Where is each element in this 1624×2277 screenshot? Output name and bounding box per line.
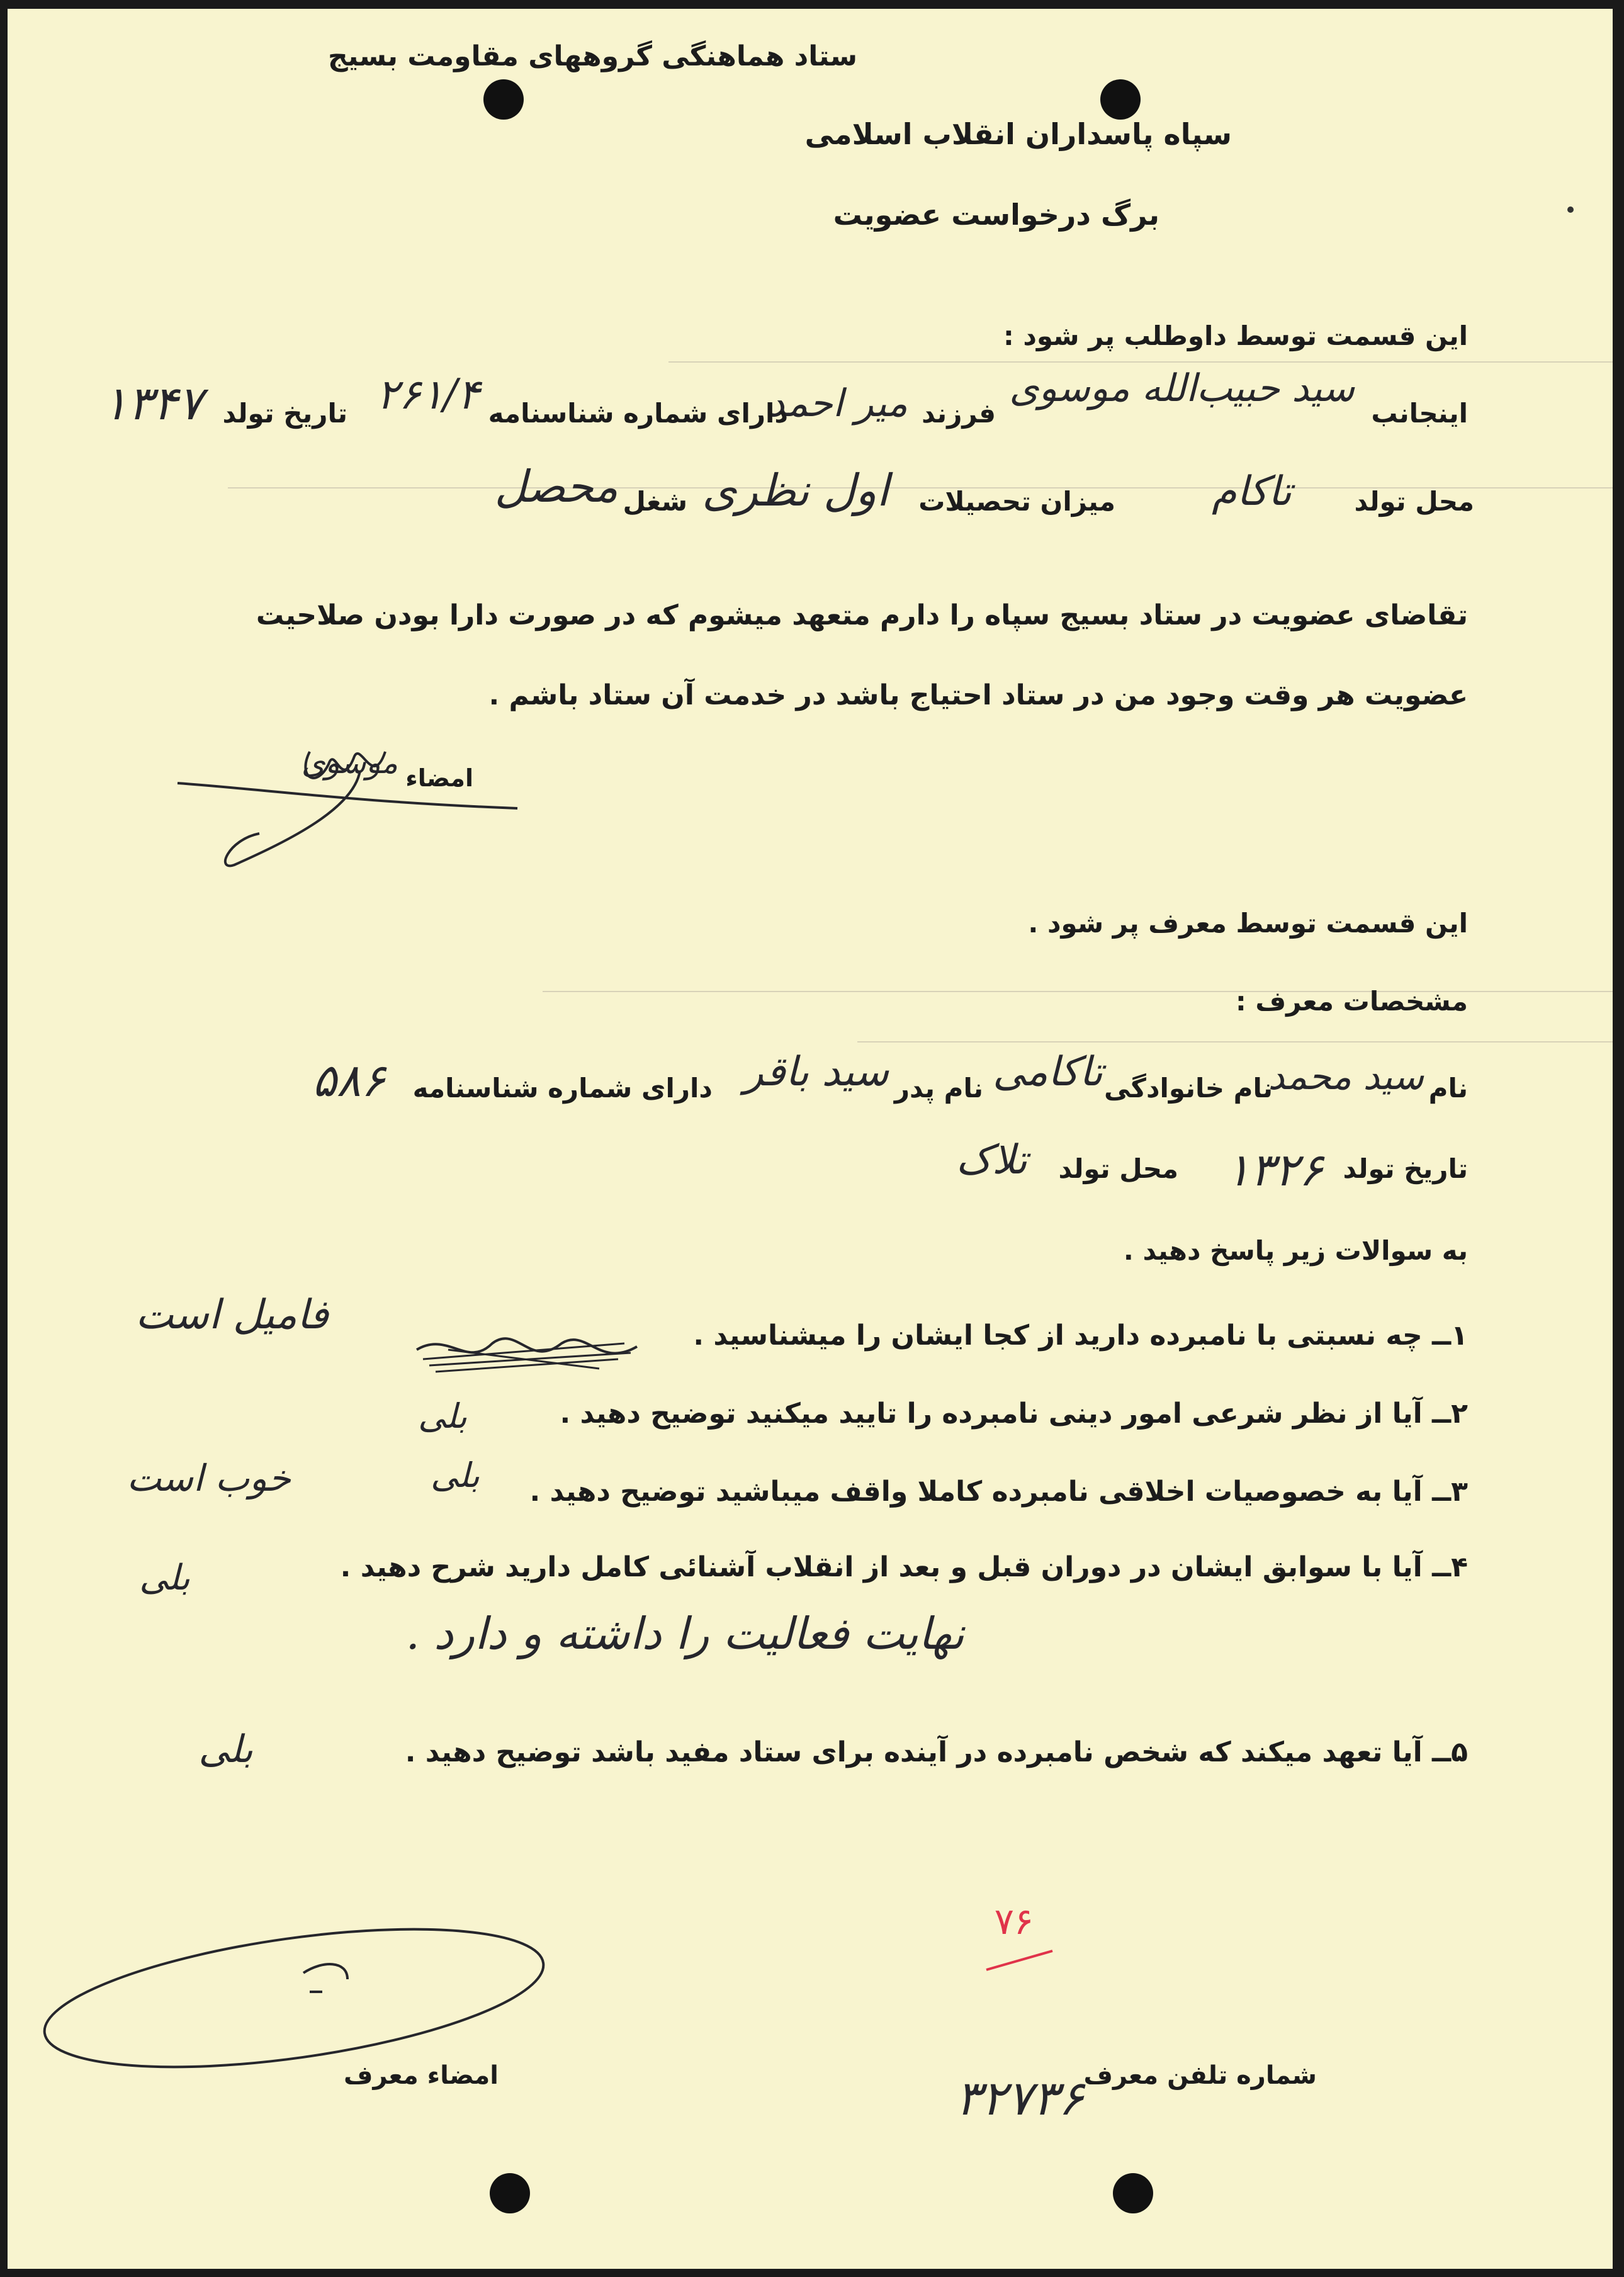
applicant-signature-label: امضاء xyxy=(405,764,473,792)
applicant-job-value: محصل xyxy=(494,461,618,512)
page-mark-underline xyxy=(983,1948,1059,1973)
applicant-signature xyxy=(165,714,555,878)
punch-hole xyxy=(490,2173,530,2213)
referrer-family-value: تاکامی xyxy=(993,1049,1103,1095)
applicant-birth-label: تاریخ تولد xyxy=(222,398,347,429)
applicant-birthplace-value: تاکام xyxy=(1212,468,1292,515)
referrer-name-value: سید محمد xyxy=(1268,1055,1424,1098)
referrer-id-value: ۵۸۶ xyxy=(312,1054,385,1107)
header-org: ستاد هماهنگی گروههای مقاومت بسیج xyxy=(328,40,857,72)
applicant-birth-value: ۱۳۴۷ xyxy=(103,376,203,431)
referrer-id-label: دارای شماره شناسنامه xyxy=(412,1073,713,1104)
answer-3-comment: خوب است xyxy=(127,1457,291,1500)
answer-4: بلی xyxy=(139,1557,190,1598)
question-3: ۳ــ آیا به خصوصیات اخلاقی نامبرده کاملا واقف میباشید توضیح دهید . xyxy=(529,1476,1468,1508)
struck-out-text xyxy=(410,1325,650,1381)
answer-5: بلی xyxy=(198,1727,253,1771)
applicant-section-heading: این قسمت توسط داوطلب پر شود : xyxy=(1003,320,1468,351)
applicant-statement-line-1: تقاضای عضویت در ستاد بسیج سپاه را دارم متعهد میشوم که در صورت دارا بودن صلاحیت xyxy=(256,599,1468,631)
applicant-name-value: سید حبیب‌الله موسوی xyxy=(1009,366,1355,410)
page-mark: ۷۶ xyxy=(994,1900,1034,1943)
question-1: ۱ــ چه نسبتی با نامبرده دارید از کجا ایشان را میشناسید . xyxy=(693,1319,1468,1352)
punch-hole xyxy=(483,79,524,120)
question-5: ۵ــ آیا تعهد میکند که شخص نامبرده در آینده برای ستاد مفید باشد توضیح دهید . xyxy=(405,1736,1468,1768)
referrer-name-label: نام xyxy=(1428,1073,1468,1104)
rule-line xyxy=(857,1041,1613,1042)
applicant-job-label: شغل xyxy=(623,486,687,517)
referrer-signature xyxy=(33,1923,555,2080)
referrer-birth-value: ۱۳۲۶ xyxy=(1226,1143,1323,1196)
applicant-birthplace-label: محل تولد xyxy=(1354,486,1474,517)
referrer-details-heading: مشخصات معرف : xyxy=(1235,986,1468,1017)
answer-4-comment: نهایت فعالیت را داشته و دارد . xyxy=(405,1608,964,1659)
question-2: ۲ــ آیا از نظر شرعی امور دینی نامبرده را تایید میکنید توضیح دهید . xyxy=(560,1398,1468,1430)
applicant-father-value: میر احمد xyxy=(767,381,908,426)
header-sepah: سپاه پاسداران انقلاب اسلامی xyxy=(804,117,1232,151)
question-4: ۴ــ آیا با سوابق ایشان در دوران قبل و بعد از انقلاب آشنائی کامل دارید شرح دهید . xyxy=(340,1551,1468,1583)
questions-intro: به سوالات زیر پاسخ دهید . xyxy=(1123,1235,1468,1266)
answer-1: فامیل است xyxy=(135,1292,329,1338)
applicant-id-value: ۲۶۱/۴ xyxy=(376,370,480,419)
applicant-name-label: اینجانب xyxy=(1371,398,1468,429)
referrer-father-label: نام پدر xyxy=(894,1073,983,1104)
applicant-education-value: اول نظری xyxy=(702,465,889,516)
applicant-id-label: دارای شماره شناسنامه xyxy=(488,398,788,429)
answer-2: بلی xyxy=(418,1396,467,1436)
punch-hole xyxy=(1113,2173,1153,2213)
answer-3: بلی xyxy=(431,1455,480,1495)
applicant-education-label: میزان تحصیلات xyxy=(918,486,1115,517)
referrer-phone-label: شماره تلفن معرف xyxy=(1083,2061,1317,2090)
form-title: برگ درخواست عضویت xyxy=(833,198,1159,232)
document-page xyxy=(8,9,1613,2269)
referrer-section-heading: این قسمت توسط معرف پر شود . xyxy=(1028,908,1468,939)
applicant-statement-line-2: عضویت هر وقت وجود من در ستاد احتیاج باشد در خدمت آن ستاد باشم . xyxy=(488,679,1468,711)
rule-line xyxy=(668,361,1613,363)
referrer-birth-label: تاریخ تولد xyxy=(1343,1153,1468,1184)
punch-hole xyxy=(1100,79,1141,120)
referrer-signature-label: امضاء معرف xyxy=(344,2061,499,2090)
referrer-birthplace-label: محل تولد xyxy=(1058,1153,1178,1184)
referrer-birthplace-value: تلاک xyxy=(956,1137,1027,1184)
applicant-father-label: فرزند xyxy=(922,398,996,429)
applicant-signature-name: موسوی xyxy=(301,745,398,781)
referrer-father-value: سید باقر xyxy=(743,1049,889,1095)
speck xyxy=(1567,206,1574,213)
referrer-family-label: نام خانوادگی xyxy=(1104,1073,1273,1104)
referrer-phone-value: ۳۲۷۳۶ xyxy=(955,2070,1084,2126)
